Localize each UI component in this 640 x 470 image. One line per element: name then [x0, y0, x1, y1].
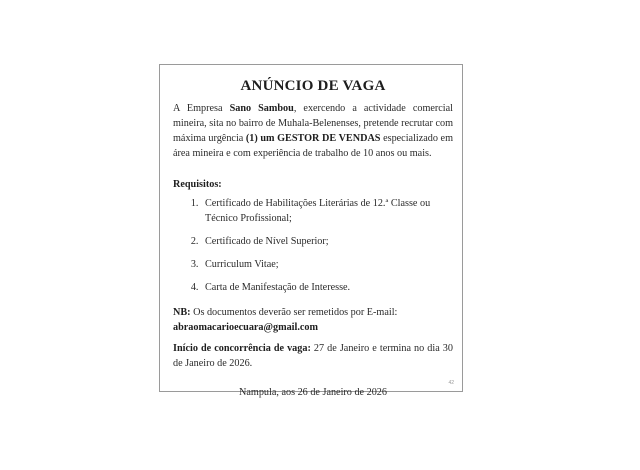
place-date: Nampula, aos 26 de Janeiro de 2026 — [239, 387, 387, 398]
page-number: 42 — [448, 380, 454, 386]
requirements-list — [173, 196, 453, 295]
intro-paragraph — [173, 101, 453, 161]
company-name: Sano Sambou — [229, 103, 294, 114]
notice-title: ANÚNCIO DE VAGA — [240, 78, 386, 94]
requirement-item: 4. Carta de Manifestação de Interesse. — [201, 280, 453, 295]
period-text: 27 de Janeiro e termina no dia 30 de Janeiro de 2026. — [173, 343, 453, 369]
requirements-heading: Requisitos: — [173, 179, 222, 190]
vacancy-title: (1) um GESTOR DE VENDAS — [245, 133, 381, 144]
intro-part2: , exercendo a actividade comercial mineira, sita no bairro de Muhala-Belenenses, pretende recrutar com máxima urgência — [173, 103, 453, 144]
intro-part1: A Empresa — [173, 103, 230, 114]
nb-label: NB: — [173, 307, 191, 318]
period-label: Início de concorrência de vaga: — [173, 343, 311, 354]
requirement-item: 1. Certificado de Habilitações Literárias de 12.ª Classe ou Técnico Profissional; — [201, 196, 453, 226]
application-period — [173, 341, 453, 371]
requirement-item: 2. Certificado de Nível Superior; — [201, 234, 453, 249]
intro-part3: especializado em área mineira e com experiência de trabalho de 10 anos ou mais. — [173, 133, 453, 159]
contact-email[interactable]: abraomacarioecuara@gmail.com — [173, 322, 318, 333]
nb-text: Os documentos deverão ser remetidos por E-mail: — [190, 307, 398, 318]
job-notice — [159, 64, 463, 398]
nb-note — [173, 305, 453, 335]
requirement-item: 3. Curriculum Vitae; — [201, 257, 453, 272]
